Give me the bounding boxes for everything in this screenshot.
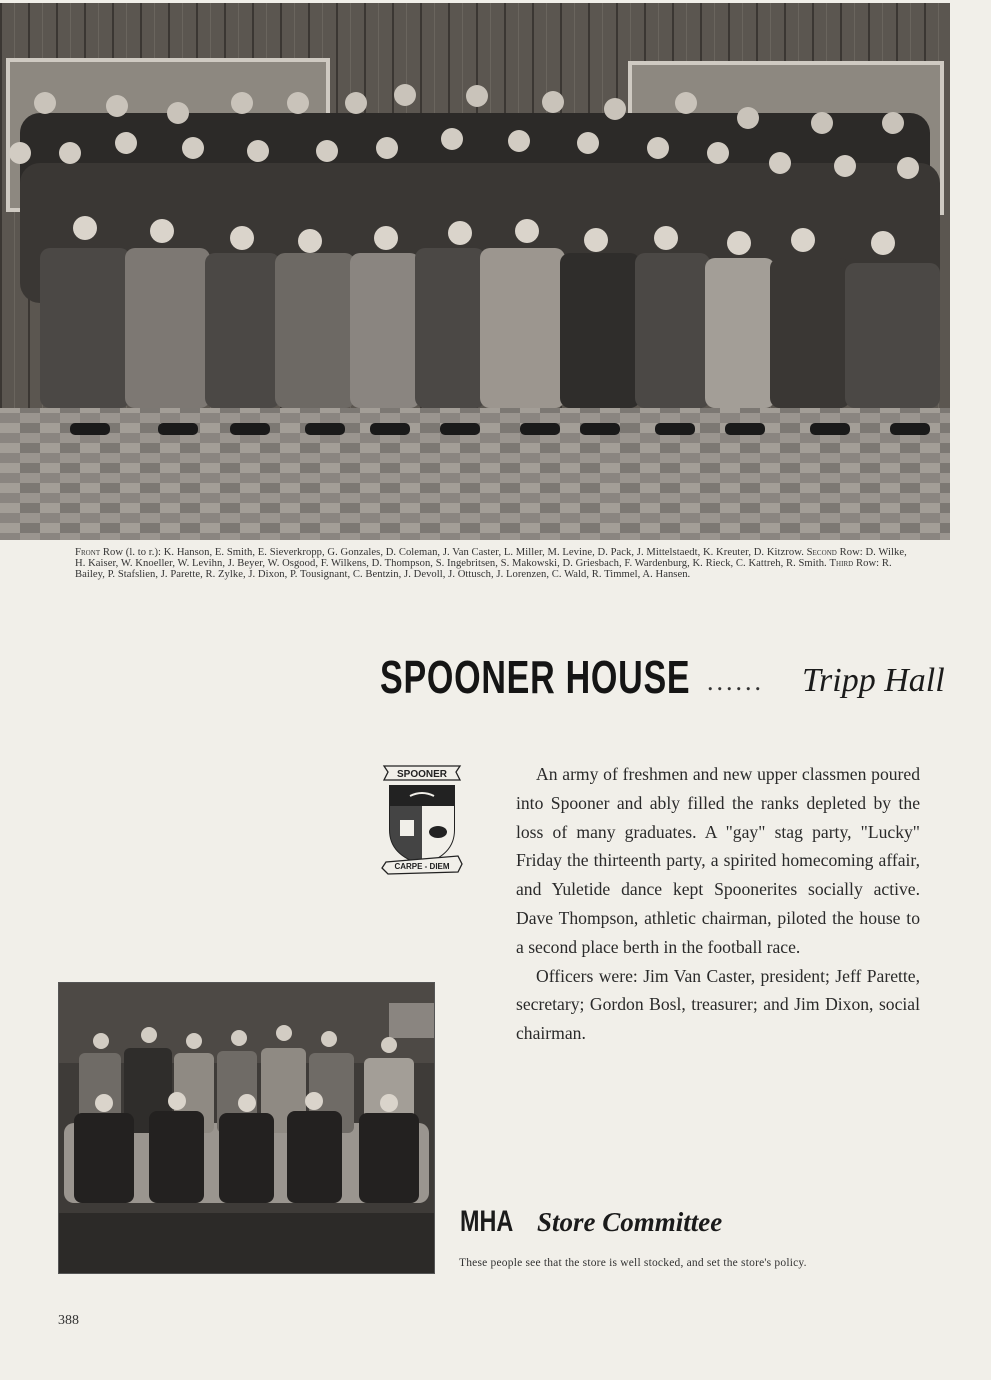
mha-title: MHA xyxy=(460,1205,514,1238)
spooner-crest-icon xyxy=(380,760,464,878)
caption-second-names: Row: D. Wilke, H. Kaiser, W. Knoeller, W. Levihn, J. Beyer, W. Osgood, F. Wilkens, D. Thompson, S. Ingebritsen, S. Makowski, D. Griesbach, F. Wardenburg, K. Rieck, C. Kattreh, R. Smith. xyxy=(75,547,907,569)
heading-subtitle: Tripp Hall xyxy=(802,662,945,699)
group-photo-store-committee xyxy=(58,982,435,1274)
body-paragraph-1: An army of freshmen and new upper classmen poured into Spooner and ably filled the ranks depleted by the loss of many graduates. A "gay" stag party, "Lucky" Friday the thirteenth party, a spirited homecoming affair, and Yuletide dance kept Spoonerites socially active. Dave Thompson, athletic chairman, piloted the house to a second place berth in the football race. xyxy=(516,764,920,957)
page-number: 388 xyxy=(58,1313,79,1328)
caption-front-names: Row (l. to r.): K. Hanson, E. Smith, E. Sieverkropp, G. Gonzales, D. Coleman, J. Van Caster, L. Miller, M. Levine, D. Pack, J. Mittelstaedt, K. Kreuter, D. Kitzrow. xyxy=(102,547,804,558)
section-heading xyxy=(380,650,950,710)
heading-title: SPOONER HOUSE xyxy=(380,651,691,703)
article-body xyxy=(516,760,920,1048)
photo-caption xyxy=(75,548,910,580)
group-photo-spooner-house xyxy=(0,3,950,540)
mha-caption: These people see that the store is well stocked, and set the store's policy. xyxy=(459,1257,807,1269)
crest-bottom-banner: CARPE - DIEM xyxy=(394,862,450,871)
caption-front-label: Front xyxy=(75,547,101,558)
crest-top-banner: SPOONER xyxy=(396,769,448,780)
caption-third-names: Row: R. Bailey, P. Stafslien, J. Parette, R. Zylke, J. Dixon, P. Tousignant, C. Bentzin, J. Devoll, J. Ottusch, J. Lorenzen, C. Wald, R. Timmel, A. Hansen. xyxy=(75,557,892,580)
mha-subtitle: Store Committee xyxy=(537,1207,723,1237)
mha-heading xyxy=(460,1205,723,1239)
heading-dots: ...... xyxy=(707,667,764,696)
caption-third-label: Third xyxy=(829,557,854,569)
body-paragraph-2: Officers were: Jim Van Caster, president; Jeff Parette, secretary; Gordon Bosl, treasurer; and Jim Dixon, social chairman. xyxy=(516,965,920,1044)
caption-second-label: Second xyxy=(806,547,837,558)
